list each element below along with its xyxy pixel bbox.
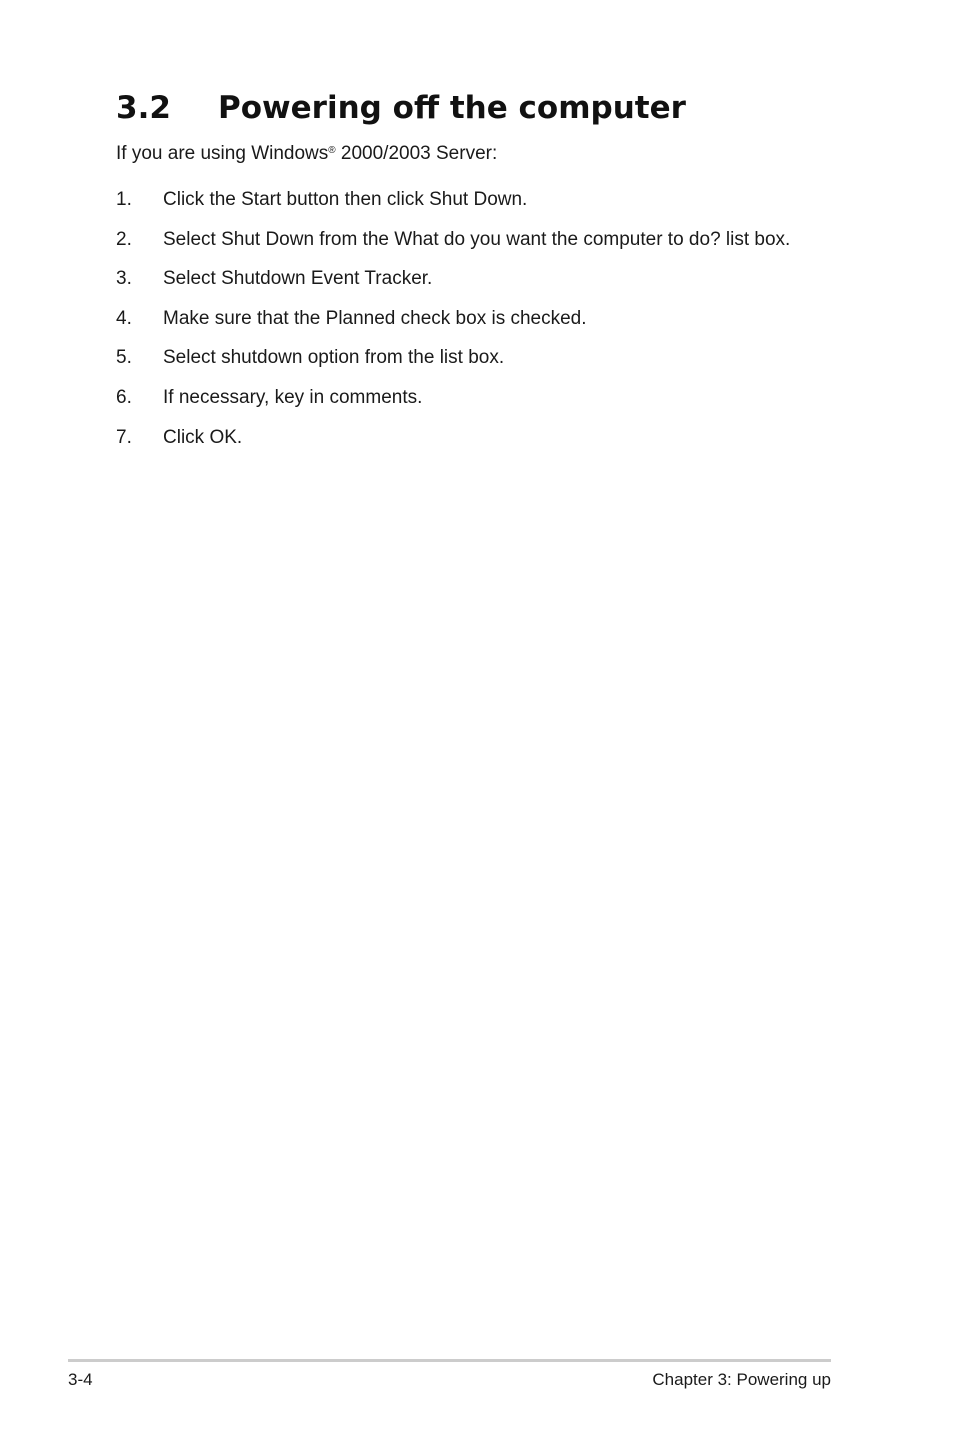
step-item — [116, 426, 790, 466]
step-number: 4. — [116, 307, 132, 329]
step-text: If necessary, key in comments. — [163, 386, 423, 408]
step-item — [116, 228, 790, 268]
step-text: Select shutdown option from the list box. — [163, 347, 505, 369]
step-number: 2. — [116, 228, 132, 250]
step-item — [116, 346, 790, 386]
steps-list — [116, 188, 790, 465]
step-number: 5. — [116, 347, 132, 369]
intro-text — [116, 142, 497, 166]
step-number: 7. — [116, 426, 132, 448]
section-number: 3.2 — [116, 90, 171, 126]
intro-suffix: 2000/2003 Server: — [335, 143, 498, 164]
step-number: 3. — [116, 268, 132, 290]
section-title: Powering off the computer — [218, 90, 686, 126]
step-item — [116, 188, 790, 228]
registered-mark: ® — [328, 145, 336, 156]
section-heading — [116, 86, 686, 130]
footer-divider — [68, 1359, 831, 1362]
chapter-title: Chapter 3: Powering up — [652, 1370, 831, 1389]
step-item — [116, 386, 790, 426]
step-item — [116, 267, 790, 307]
step-text: Make sure that the Planned check box is checked. — [163, 307, 587, 329]
page-number: 3-4 — [68, 1370, 93, 1389]
step-number: 1. — [116, 189, 132, 210]
step-text: Select Shutdown Event Tracker. — [163, 268, 433, 290]
step-text: Click OK. — [163, 426, 243, 448]
step-text: Select Shut Down from the What do you want the computer to do? list box. — [163, 228, 791, 250]
step-number: 6. — [116, 386, 132, 408]
intro-prefix: If you are using Windows — [116, 143, 329, 164]
step-item — [116, 307, 790, 347]
step-text: Click the Start button then click Shut Down. — [163, 189, 528, 210]
